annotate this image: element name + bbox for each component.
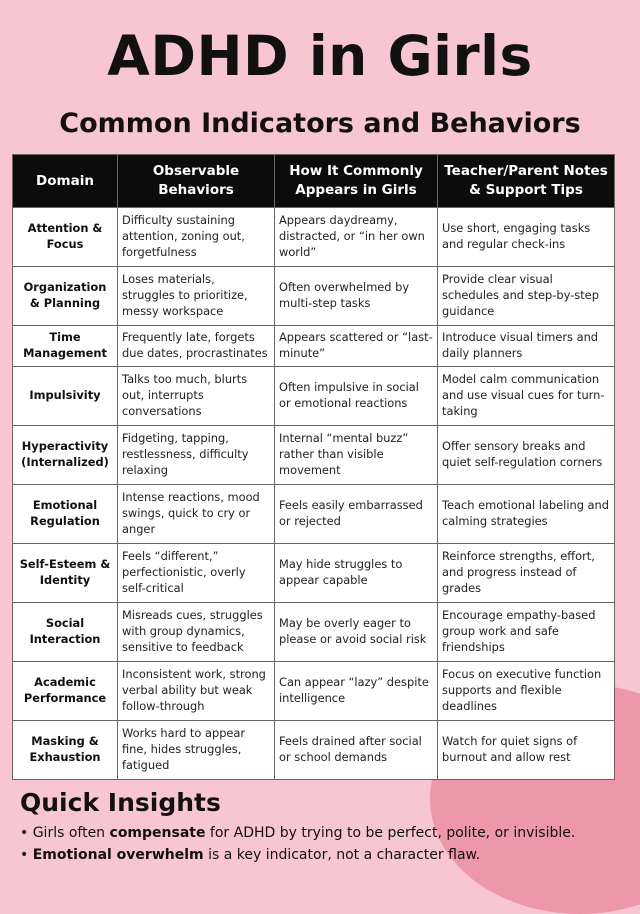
bullet-text: • Girls often <box>20 825 110 841</box>
domain-cell: Time Management <box>13 326 118 367</box>
bullet-emphasis: Emotional overwhelm <box>32 847 204 863</box>
tips-cell: Teach emotional labeling and calming strategies <box>438 485 615 544</box>
behaviors-cell: Frequently late, forgets due dates, procrastinates <box>118 326 275 367</box>
domain-cell: Attention & Focus <box>13 208 118 267</box>
appears-cell: Feels easily embarrassed or rejected <box>275 485 438 544</box>
table-row <box>13 603 615 662</box>
appears-cell: Feels drained after social or school demands <box>275 721 438 780</box>
domain-cell: Hyperactivity (Internalized) <box>13 426 118 485</box>
table-row <box>13 326 615 367</box>
domain-cell: Masking & Exhaustion <box>13 721 118 780</box>
appears-cell: Appears daydreamy, distracted, or “in her own world” <box>275 208 438 267</box>
table-row <box>13 267 615 326</box>
domain-cell: Self-Esteem & Identity <box>13 544 118 603</box>
behaviors-cell: Talks too much, blurts out, interrupts conversations <box>118 367 275 426</box>
appears-cell: Internal “mental buzz” rather than visible movement <box>275 426 438 485</box>
tips-cell: Provide clear visual schedules and step-by-step guidance <box>438 267 615 326</box>
bullet-text: for ADHD by trying to be perfect, polite, or invisible. <box>205 825 576 841</box>
table-row <box>13 721 615 780</box>
tips-cell: Use short, engaging tasks and regular check-ins <box>438 208 615 267</box>
table-row <box>13 426 615 485</box>
domain-cell: Emotional Regulation <box>13 485 118 544</box>
header-observable-behaviors: Observable Behaviors <box>118 155 275 208</box>
header-notes-tips: Teacher/Parent Notes & Support Tips <box>438 155 615 208</box>
appears-cell: Can appear “lazy” despite intelligence <box>275 662 438 721</box>
table-row <box>13 367 615 426</box>
behaviors-cell: Intense reactions, mood swings, quick to cry or anger <box>118 485 275 544</box>
header-how-it-appears: How It Commonly Appears in Girls <box>275 155 438 208</box>
table-row <box>13 208 615 267</box>
insights-list <box>20 822 640 866</box>
bullet-text: • <box>20 847 33 863</box>
table-row <box>13 485 615 544</box>
appears-cell: Often overwhelmed by multi-step tasks <box>275 267 438 326</box>
indicators-table <box>12 154 615 780</box>
tips-cell: Focus on executive function supports and flexible deadlines <box>438 662 615 721</box>
appears-cell: Appears scattered or “last-minute” <box>275 326 438 367</box>
domain-cell: Organization & Planning <box>13 267 118 326</box>
behaviors-cell: Loses materials, struggles to prioritize, messy workspace <box>118 267 275 326</box>
behaviors-cell: Misreads cues, struggles with group dynamics, sensitive to feedback <box>118 603 275 662</box>
page-subtitle: Common Indicators and Behaviors <box>59 108 581 139</box>
tips-cell: Encourage empathy-based group work and safe friendships <box>438 603 615 662</box>
behaviors-cell: Works hard to appear fine, hides struggles, fatigued <box>118 721 275 780</box>
quick-insights-heading: Quick Insights <box>20 788 221 817</box>
behaviors-cell: Feels “different,” perfectionistic, overly self-critical <box>118 544 275 603</box>
domain-cell: Academic Performance <box>13 662 118 721</box>
bullet-emphasis: compensate <box>109 825 206 841</box>
behaviors-cell: Difficulty sustaining attention, zoning out, forgetfulness <box>118 208 275 267</box>
domain-cell: Social Interaction <box>13 603 118 662</box>
list-item <box>20 822 640 844</box>
appears-cell: Often impulsive in social or emotional reactions <box>275 367 438 426</box>
table-row <box>13 544 615 603</box>
appears-cell: May be overly eager to please or avoid social risk <box>275 603 438 662</box>
tips-cell: Introduce visual timers and daily planners <box>438 326 615 367</box>
tips-cell: Reinforce strengths, effort, and progress instead of grades <box>438 544 615 603</box>
domain-cell: Impulsivity <box>13 367 118 426</box>
behaviors-cell: Inconsistent work, strong verbal ability but weak follow-through <box>118 662 275 721</box>
behaviors-cell: Fidgeting, tapping, restlessness, difficulty relaxing <box>118 426 275 485</box>
page-title: ADHD in Girls <box>107 24 533 88</box>
appears-cell: May hide struggles to appear capable <box>275 544 438 603</box>
tips-cell: Offer sensory breaks and quiet self-regulation corners <box>438 426 615 485</box>
table-row <box>13 662 615 721</box>
bullet-text: is a key indicator, not a character flaw. <box>203 847 481 863</box>
list-item <box>20 844 640 866</box>
table-header-row <box>13 155 615 208</box>
header-domain: Domain <box>13 155 118 208</box>
tips-cell: Watch for quiet signs of burnout and allow rest <box>438 721 615 780</box>
tips-cell: Model calm communication and use visual cues for turn-taking <box>438 367 615 426</box>
